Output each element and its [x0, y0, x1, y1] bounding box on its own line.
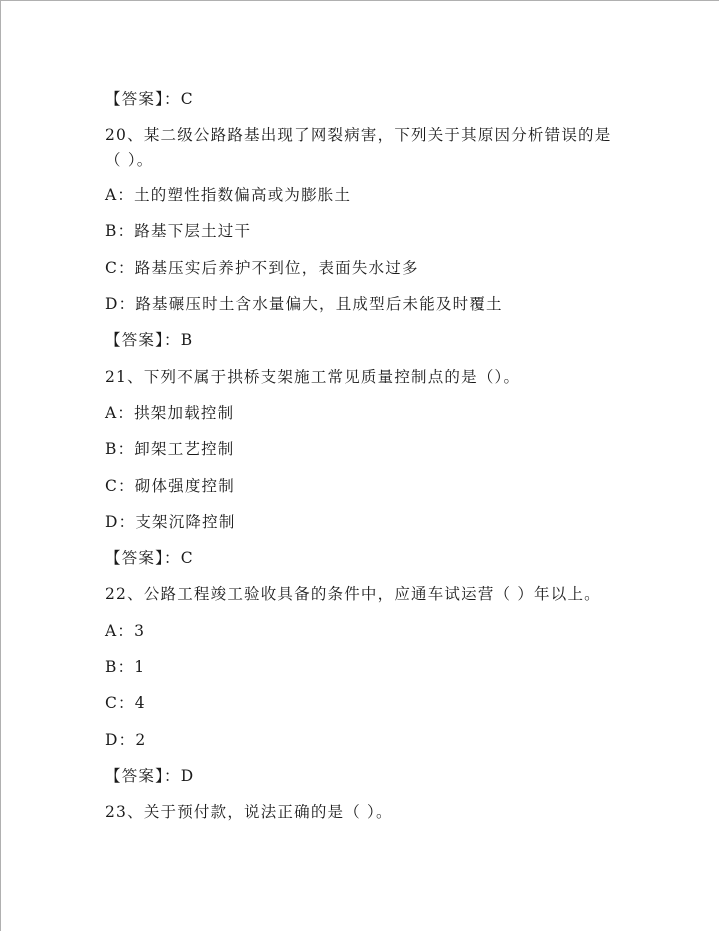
option-d: D：支架沉降控制: [105, 513, 236, 531]
question-22: 22、公路工程竣工验收具备的条件中，应通车试运营（ ）年以上。: [105, 585, 601, 603]
option-d: D：2: [105, 731, 147, 749]
option-a: A：土的塑性指数偏高或为膨胀土: [105, 186, 352, 204]
option-c: C：砌体强度控制: [105, 477, 235, 495]
option-c: C：路基压实后养护不到位，表面失水过多: [105, 259, 419, 277]
answer-line: 【答案】：D: [105, 767, 195, 785]
answer-line: 【答案】：C: [105, 90, 194, 108]
option-a: A：拱架加载控制: [105, 404, 235, 422]
option-c: C：4: [105, 694, 146, 712]
question-20-cont: （ ）。: [105, 151, 154, 169]
question-21: 21、下列不属于拱桥支架施工常见质量控制点的是（）。: [105, 368, 521, 386]
question-23: 23、关于预付款，说法正确的是（ ）。: [105, 803, 393, 821]
question-20: 20、某二级公路路基出现了网裂病害，下列关于其原因分析错误的是: [105, 126, 612, 144]
answer-line: 【答案】：B: [105, 331, 194, 349]
option-b: B：路基下层土过干: [105, 222, 252, 240]
option-b: B：卸架工艺控制: [105, 440, 235, 458]
answer-line: 【答案】：C: [105, 549, 194, 567]
option-d: D：路基碾压时土含水量偏大，且成型后未能及时覆土: [105, 295, 503, 313]
option-a: A：3: [105, 622, 146, 640]
option-b: B：1: [105, 658, 146, 676]
